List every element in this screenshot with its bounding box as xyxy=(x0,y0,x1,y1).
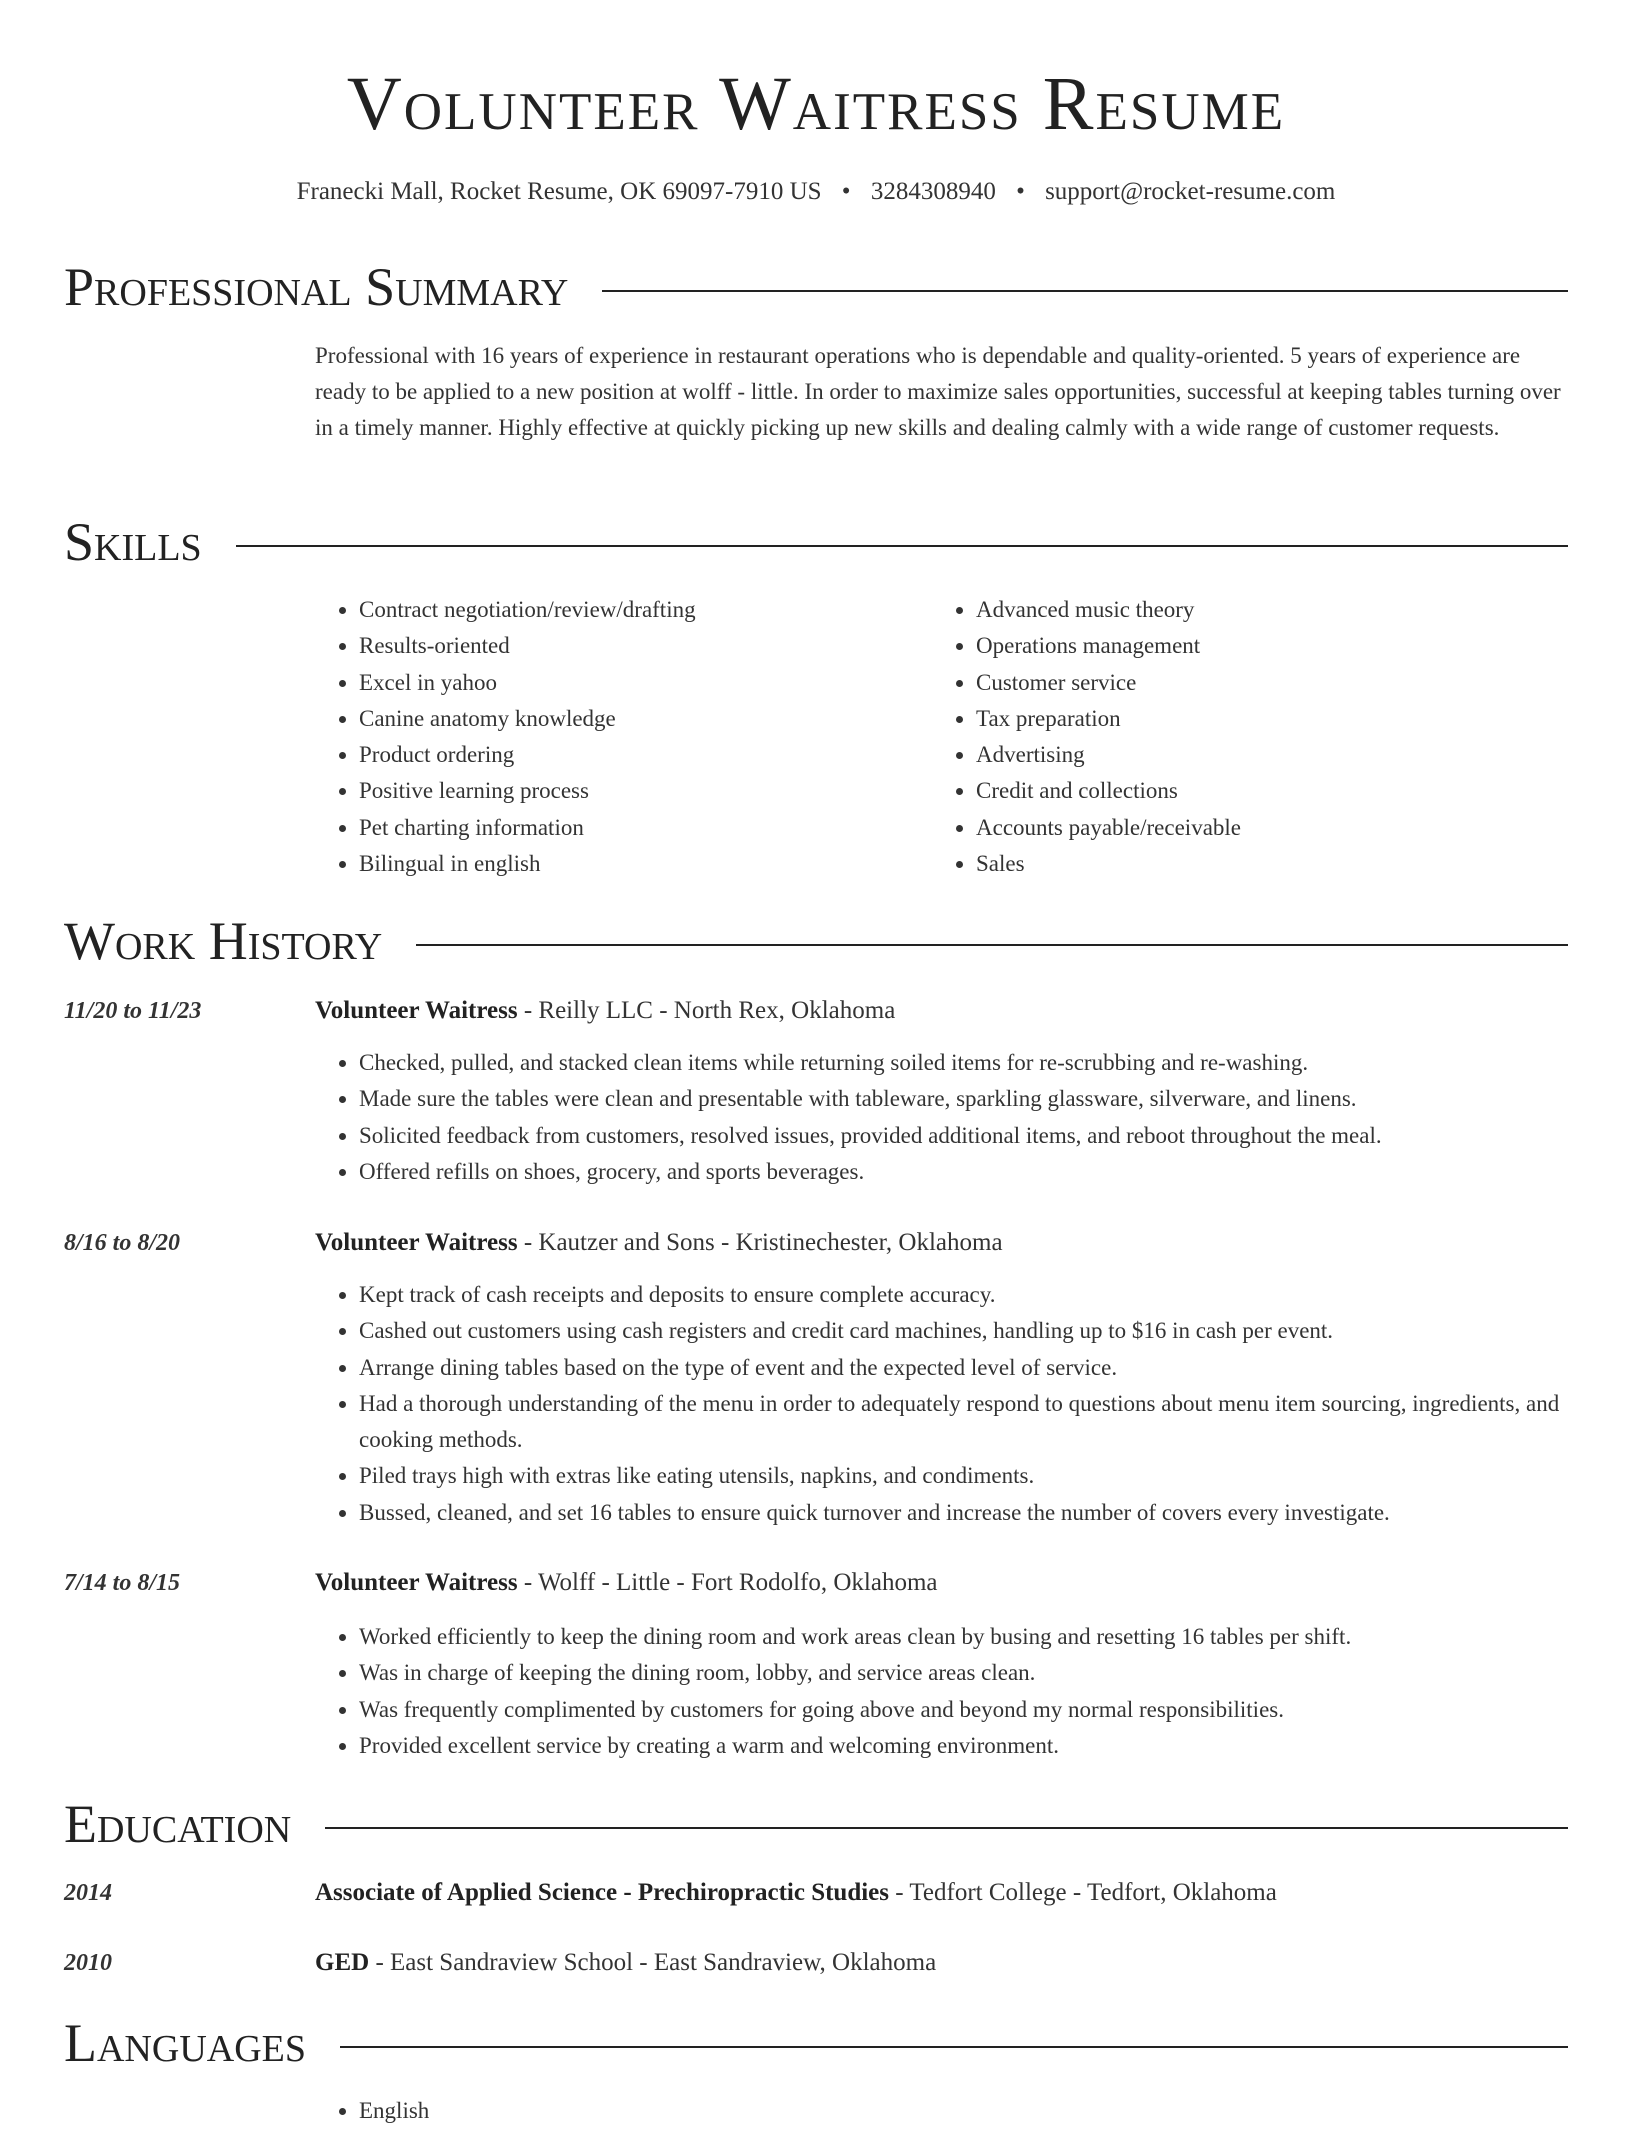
resume-title: Volunteer Waitress Resume xyxy=(346,62,1286,146)
contact-address: Franecki Mall, Rocket Resume, OK 69097-7910 US xyxy=(296,178,822,205)
section-languages-header xyxy=(64,2011,1568,2075)
job-duty-item: • Had a thorough understanding of the menu in order to adequately respond to questions about menu item sourcing, ingredients, and cooking methods. xyxy=(359,1386,1568,1459)
section-skills-header xyxy=(64,510,1568,574)
section-heading: Education xyxy=(64,1794,292,1854)
skill-item: • Contract negotiation/review/drafting xyxy=(359,592,915,628)
job-duties xyxy=(315,1045,1568,1190)
job-duty-item: • Was frequently complimented by customers for going above and beyond my normal responsibilities. xyxy=(359,1692,1568,1728)
job-heading xyxy=(315,1565,1568,1601)
section-divider xyxy=(602,290,1568,292)
job-duties xyxy=(315,1619,1568,1764)
job-duty-item: • Bussed, cleaned, and set 16 tables to ensure quick turnover and increase the number of covers every investigate. xyxy=(359,1495,1568,1531)
education-year: 2010 xyxy=(64,1950,112,1976)
education-entry xyxy=(315,1945,1568,1981)
job-title: Volunteer Waitress xyxy=(315,1569,518,1596)
education-degree: GED xyxy=(315,1949,370,1976)
education-year: 2014 xyxy=(64,1880,112,1906)
section-heading: Work History xyxy=(64,911,383,971)
skill-item: • Canine anatomy knowledge xyxy=(359,701,915,737)
languages-list xyxy=(315,2093,1568,2129)
contact-separator: • xyxy=(1016,178,1025,205)
job-duty-item: • Solicited feedback from customers, resolved issues, provided additional items, and reboot throughout the meal. xyxy=(359,1118,1568,1154)
job-employer: - Reilly LLC - North Rex, Oklahoma xyxy=(517,997,896,1024)
job-title: Volunteer Waitress xyxy=(315,1229,518,1256)
section-divider xyxy=(236,545,1568,547)
job-duty-item: • Checked, pulled, and stacked clean items while returning soiled items for re-scrubbing and re-washing. xyxy=(359,1045,1568,1081)
contact-line xyxy=(0,174,1632,210)
job-heading xyxy=(315,993,1568,1029)
contact-separator: • xyxy=(841,178,851,205)
skill-item: • Pet charting information xyxy=(359,810,915,846)
section-heading: Skills xyxy=(64,512,202,572)
job-duty-item: • Provided excellent service by creating a warm and welcoming environment. xyxy=(359,1728,1568,1764)
skill-item: • Tax preparation xyxy=(976,701,1532,737)
job-duty-item: • Arrange dining tables based on the type of event and the expected level of service. xyxy=(359,1350,1568,1386)
education-school: - Tedfort College - Tedfort, Oklahoma xyxy=(889,1879,1277,1906)
section-summary-header xyxy=(64,255,1568,319)
contact-email: support@rocket-resume.com xyxy=(1045,178,1336,205)
summary-text: Professional with 16 years of experience in restaurant operations who is dependable and quality-oriented. 5 years of experience are ready to be applied to a new position at wolff - little. In order to maximize sales opportunities, successful at keeping tables turning over in a timely manner. Highly effective at quickly picking up new skills and dealing calmly with a wide range of customer requests. xyxy=(315,343,1561,440)
skill-item: • Bilingual in english xyxy=(359,846,915,882)
job-dates: 11/20 to 11/23 xyxy=(64,998,202,1024)
skill-item: • Advanced music theory xyxy=(976,592,1532,628)
skill-item: • Sales xyxy=(976,846,1532,882)
job-duty-item: • Made sure the tables were clean and presentable with tableware, sparkling glassware, silverware, and linens. xyxy=(359,1081,1568,1117)
job-dates: 8/16 to 8/20 xyxy=(64,1230,181,1256)
section-divider xyxy=(340,2046,1568,2048)
job-duty-item: • Piled trays high with extras like eating utensils, napkins, and condiments. xyxy=(359,1458,1568,1494)
job-employer: - Kautzer and Sons - Kristinechester, Oklahoma xyxy=(517,1229,1003,1256)
skill-item: • Advertising xyxy=(976,737,1532,773)
contact-phone: 3284308940 xyxy=(870,178,996,205)
skill-item: • Positive learning process xyxy=(359,773,915,809)
section-divider xyxy=(416,944,1568,946)
education-entry xyxy=(315,1875,1568,1911)
skill-item: • Results-oriented xyxy=(359,628,915,664)
job-duty-item: • Cashed out customers using cash registers and credit card machines, handling up to $16 in cash per event. xyxy=(359,1313,1568,1349)
job-employer: - Wolff - Little - Fort Rodolfo, Oklahoma xyxy=(517,1569,938,1596)
job-duty-item: • Offered refills on shoes, grocery, and sports beverages. xyxy=(359,1154,1568,1190)
skills-column-left xyxy=(315,592,915,882)
job-dates: 7/14 to 8/15 xyxy=(64,1570,181,1596)
language-item: • English xyxy=(359,2093,1568,2129)
education-school: - East Sandraview School - East Sandraview, Oklahoma xyxy=(369,1949,937,1976)
skills-column-right xyxy=(932,592,1532,882)
section-heading: Languages xyxy=(64,2013,306,2073)
skill-item: • Product ordering xyxy=(359,737,915,773)
skill-item: • Customer service xyxy=(976,665,1532,701)
section-heading: Professional Summary xyxy=(64,257,569,317)
skill-item: • Accounts payable/receivable xyxy=(976,810,1532,846)
skill-item: • Operations management xyxy=(976,628,1532,664)
section-divider xyxy=(325,1827,1568,1829)
education-degree: Associate of Applied Science - Prechiropractic Studies xyxy=(315,1879,890,1906)
job-duties xyxy=(315,1277,1568,1531)
job-title: Volunteer Waitress xyxy=(315,997,518,1024)
job-duty-item: • Worked efficiently to keep the dining room and work areas clean by busing and resetting 16 tables per shift. xyxy=(359,1619,1568,1655)
section-work-header xyxy=(64,909,1568,973)
job-duty-item: • Was in charge of keeping the dining room, lobby, and service areas clean. xyxy=(359,1655,1568,1691)
job-heading xyxy=(315,1225,1568,1261)
skill-item: • Excel in yahoo xyxy=(359,665,915,701)
section-education-header xyxy=(64,1792,1568,1856)
job-duty-item: • Kept track of cash receipts and deposits to ensure complete accuracy. xyxy=(359,1277,1568,1313)
skill-item: • Credit and collections xyxy=(976,773,1532,809)
